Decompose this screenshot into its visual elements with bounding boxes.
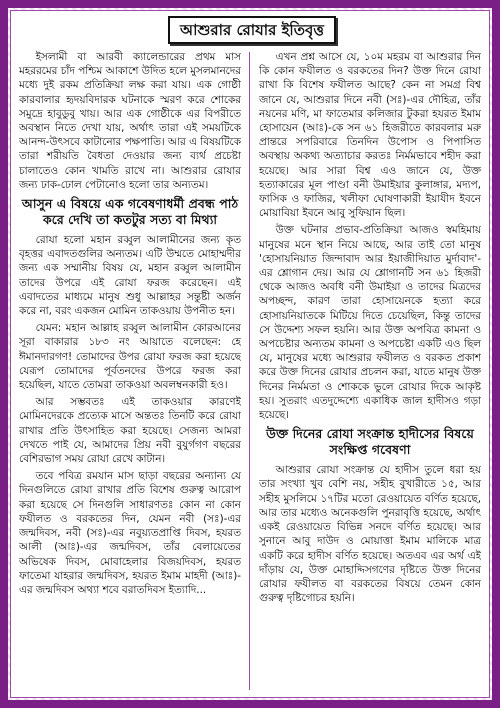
- section-heading-hadith: উক্ত দিনের রোযা সংক্রান্ত হাদীসের বিষয়ে সংক্ষিপ্ত গবেষণা: [266, 426, 474, 458]
- paragraph-monthly-fasts: আর সম্ভবতঃ এই তাকওয়ার কারণেই মোমিনদেরকে প্রত্যেক মাসে অন্ততঃ তিনটি করে রোযা রাখার প্রতি উৎসাহিত করা হয়েছে। সেজন্য আমরা দেখতে পাই যে, আমাদের প্রিয় নবী বুযুর্গগণ বছরের বেশিরভাগ সময় রোযা রেখে কাটান।: [19, 396, 241, 466]
- page-title: আশুরার রোযার ইতিবৃত্ত: [168, 16, 336, 44]
- section-heading-research: আসুন এ বিষয়ে এক গবেষণাধর্মী প্রবন্ধ পাঠ করে দেখি তা কতটুর সত্য বা মিথ্যা: [21, 196, 239, 228]
- paragraph-hadith-research: আশুরার রোযা সংক্রান্ত যে হাদীস তুলে ধরা হয় তার সংখ্যা খুব বেশি নয়, সহীহ বুখারীতে ১৫, আর সহীহ মুসলিমে ১৭টির মতো রেওয়ায়েত বর্ণিত হয়েছে, আর তার মধ্যেও অনেকগুলি পুনরাবৃত্তি হয়েছে, অর্থাৎ একই রেওয়ায়েত বিভিন্ন সনদে বর্ণিত হয়েছে। আর সুনানে আবু দাউদ ও মোয়াত্তা ইমাম মালিকে মাত্র একটি করে হাদীস বর্ণিত হয়েছে। অতএব এর অর্থ এই দাঁড়ায় যে, উক্ত মোহাদ্দিসগণের দৃষ্টিতে উক্ত দিনের রোযার ফযীলত বা বরকতের বিষয়ে তেমন কোন গুরুত্ব দৃষ্টিগোচর হয়নি।: [259, 464, 481, 605]
- right-column: [259, 50, 481, 690]
- column-divider: [249, 52, 250, 690]
- paragraph-fasting-worship: রোযা হলো মহান রব্বুল আলামীনের জন্য কৃত বৃহত্তর এবাদতগুলির অন্যতম। এটি উম্মতে মোহাম্মদীর জন্য এক সম্মানীয় বিষয় যে, মহান রব্বুল আলামীন তাদের উপরে এই রোযা ফরজ করেছেন। এই এবাদতের মাধ্যমে মানুষ শুধু আল্লাহর সন্তুষ্টী অর্জন করে না, বরং একজন মোমিন তাকওয়ায় উপনীত হন।: [19, 234, 241, 318]
- intro-paragraph: ইসলামী বা আরবী ক্যালেন্ডারের প্রথম মাস মহররমের চাঁদ পশ্চিম আকাশে উদিত হলে মুসলমানদের মধ্যে দুই রকম প্রতিক্রিয়া লক্ষ করা যায়। এক গোষ্ঠী কারবালার হৃদয়বিদারক ঘটনাকে স্মরণ করে শোকের সমুদ্রে হাবুডুবু খায়। আর এক গোষ্ঠীকে এর বিপরীতে অবস্থান নিতে দেখা যায়, অর্থাৎ তারা এই সময়টিকে আনন্দ-উৎসবে কাটানোর পক্ষপাতি। আর এ বিষয়টিকে তারা শরীয়তি বৈধতা দেওয়ার জন্য ব্যর্থ প্রচেষ্টা চালাতেও কোন খামতি রাখে না। আশুরার রোযার জন্য ঢাক-ঢোল পেটানোও হলো তার অন্যতম।: [19, 51, 241, 191]
- paragraph-ashura-question: এখন প্রশ্ন আসে যে, ১০ম মহরম বা আশুরার দিন কি কোন ফযীলত ও বরকতের দিন? উক্ত দিনে রোযা রাখা কি বিশেষ ফযীলত আছে? কেন না সমগ্র বিশ্ব জানে যে, আশুরার দিনে নবী (সঃ)-এর দৌহিত্র, তাঁর নয়নের মণি, মা ফাতেমার কলিজার টুকরা হযরত ইমাম হোসায়েন (আঃ)-কে সন ৬১ হিজরীতে কারবলার মরু প্রান্তরে সপরিবারে তিনদিন উপোস ও পিপাসিত অবস্থায় অকথ্য অত্যাচার করতঃ নির্মমভাবে শহীদ করা হয়েছে। আর সারা বিশ্ব এও জানে যে, উক্ত হত্যাকারের মূল পাণ্ডা বনী উমাইয়ার কুলাঙ্গার, মদ্যপ, ফাসিক ও ফাজির, খলীফা ঘোষণাকারী ইয়াযীদ ইবনে মোয়াবিয়া ইবনে আবু সুফিয়ান ছিল।: [259, 51, 481, 220]
- paragraph-special-days: তবে পবিত্র রমযান মাস ছাড়া বছরের অন্যান্য যে দিনগুলিতে রোযা রাখার প্রতি বিশেষ গুরুত্ব আরোপ করা হয়েছে সে দিনগুলি সাধারণতঃ কোন না কোন ফযীলত ও বরকতের দিন, যেমন নবী (সঃ)-এর জন্মদিবস, নবী (সঃ)-এর নবুয়্যতপ্রাপ্তি দিবস, হযরত আলী (আঃ)-এর জন্মদিবস, তাঁর বেলায়েতের অভিষেক দিবস, মোবাহেলার বিজয়দিবস, হযরত ফাতেমা যাহরার জন্মদিবস, হযরত ইমাম মাহদী (আঃ)-এর জন্মদিবস অথ্যা শবে বরাতদিবস ইত্যাদি...: [19, 470, 241, 596]
- left-column: [19, 50, 241, 690]
- paragraph-impact: উক্ত ঘটনার প্রভাব-প্রতিক্রিয়া আজও স্বমহিমায় মানুষের মনে স্থান নিয়ে আছে, আর তাই তো মানুষ 'হোসায়নিয়াত জিন্দাবাদ আর ইয়াজীদিয়াত মুর্দাবাদ'-এর শ্লোগান দেয়। আর যে শ্লোগানটি সন ৬১ হিজরী থেকে আজও অবধি বনী উমাইয়া ও তাদের মিত্রদের অপচ্ছন্দ, কারণ তারা হোসায়েনকে হত্যা করে হোসায়নিয়াতকে মিটিয়ে দিতে চেয়েছিল, কিন্তু তাদের সে উদ্দেশ্য সফল হয়নি। আর উক্ত অপবিত্র কামনা ও অপচেষ্টার অন্যতম কামনা ও অপচেষ্টা একটি এও ছিল যে, মানুষের মধ্যে আশুরার ফযীলত ও বরকত প্রকাশ করে উক্ত দিনের রোযার প্রচলন করা, যাতে মানুষ উক্ত দিনের নির্মমতা ও শোককে ভুলে রোযার দিকে আকৃষ্ট হয়। সুতরাং এতদুদ্দেশ্যে একাধিক জাল হাদীসও গড়া হয়েছে।: [259, 224, 481, 422]
- paragraph-quran-verse: যেমন: মহান আল্লাহ রব্বুল আলামীন কোরআনের সূরা বাকারার ১৮৩ নং আয়াতে বলেছেন: হে ঈমানদারগণ! তোমাদের উপর রোযা ফরজ করা হয়েছে যেরূপ তোমাদের পূর্বতনদের উপরে ফরজ করা হয়েছিল, যাতে তোমরা তাকওয়া অবলম্বনকারী হও।: [19, 322, 241, 392]
